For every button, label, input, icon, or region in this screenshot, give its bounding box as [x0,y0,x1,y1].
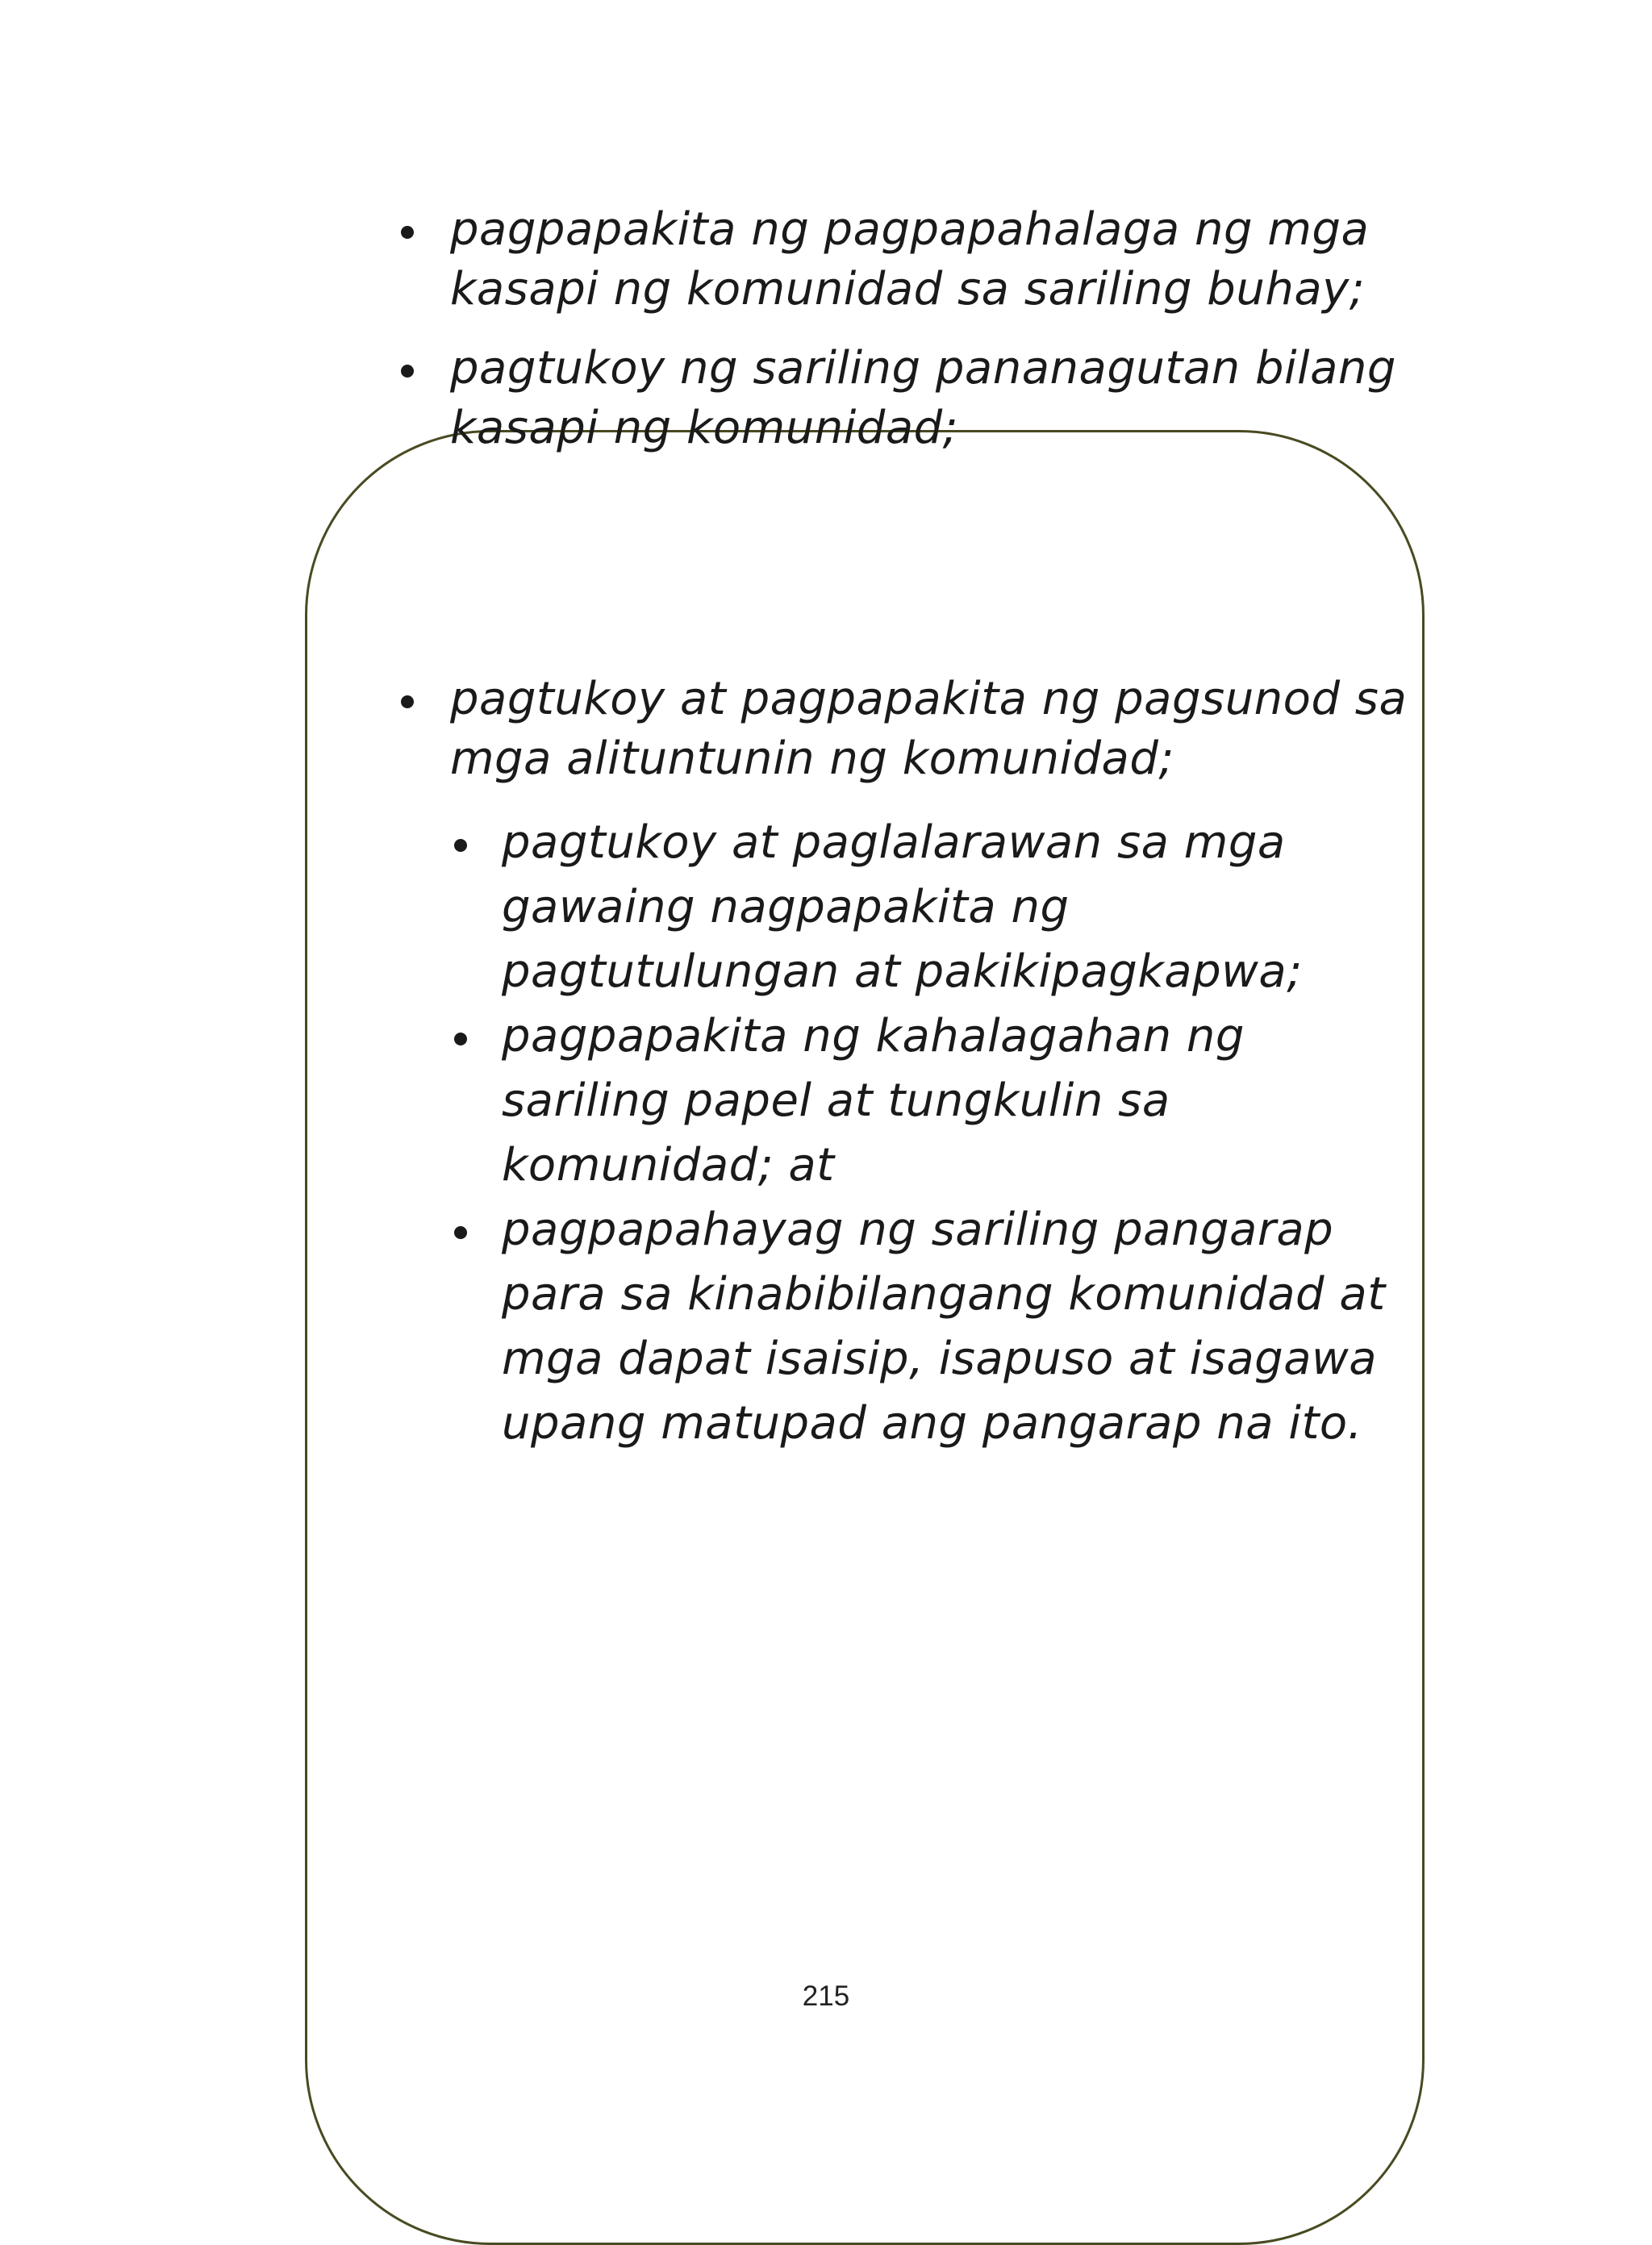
list-item-text: pagtukoy at paglalarawan sa mga gawaing nagpapakita ng pagtutulungan at pakikipagkapwa; [502,816,1303,998]
list-item-text: pagpapakita ng pagpapahalaga ng mga kasapi ng komunidad sa sariling buhay; [450,203,1370,315]
bullet-icon [401,226,414,239]
list-item-text: pagtukoy ng sariling pananagutan bilang kasapi ng komunidad; [450,342,1396,454]
list-item [450,670,1418,789]
bullet-icon [401,365,414,378]
list-item-text: pagtukoy at pagpapakita ng pagsunod sa mga alituntunin ng komunidad; [450,673,1408,785]
list-item [450,339,1418,458]
list-item [450,200,1418,319]
middle-bullet-list [450,670,1418,789]
bullet-icon [454,1033,467,1045]
list-item [502,811,1421,1004]
list-item [502,1004,1421,1198]
sub-bullet-list [502,811,1421,1456]
bullet-icon [401,695,414,708]
list-item [502,1198,1421,1456]
list-item-text: pagpapahayag ng sariling pangarap para sa kinabibilangang komunidad at mga dapat isaisip, isapuso at isagawa upang matupad ang pangarap na ito. [502,1204,1386,1450]
bullet-icon [454,839,467,852]
bullet-icon [454,1226,467,1239]
list-item-text: pagpapakita ng kahalagahan ng sariling papel at tungkulin sa komunidad; at [502,1010,1245,1191]
page-number: 215 [802,1980,850,2012]
top-bullet-list [450,200,1418,458]
